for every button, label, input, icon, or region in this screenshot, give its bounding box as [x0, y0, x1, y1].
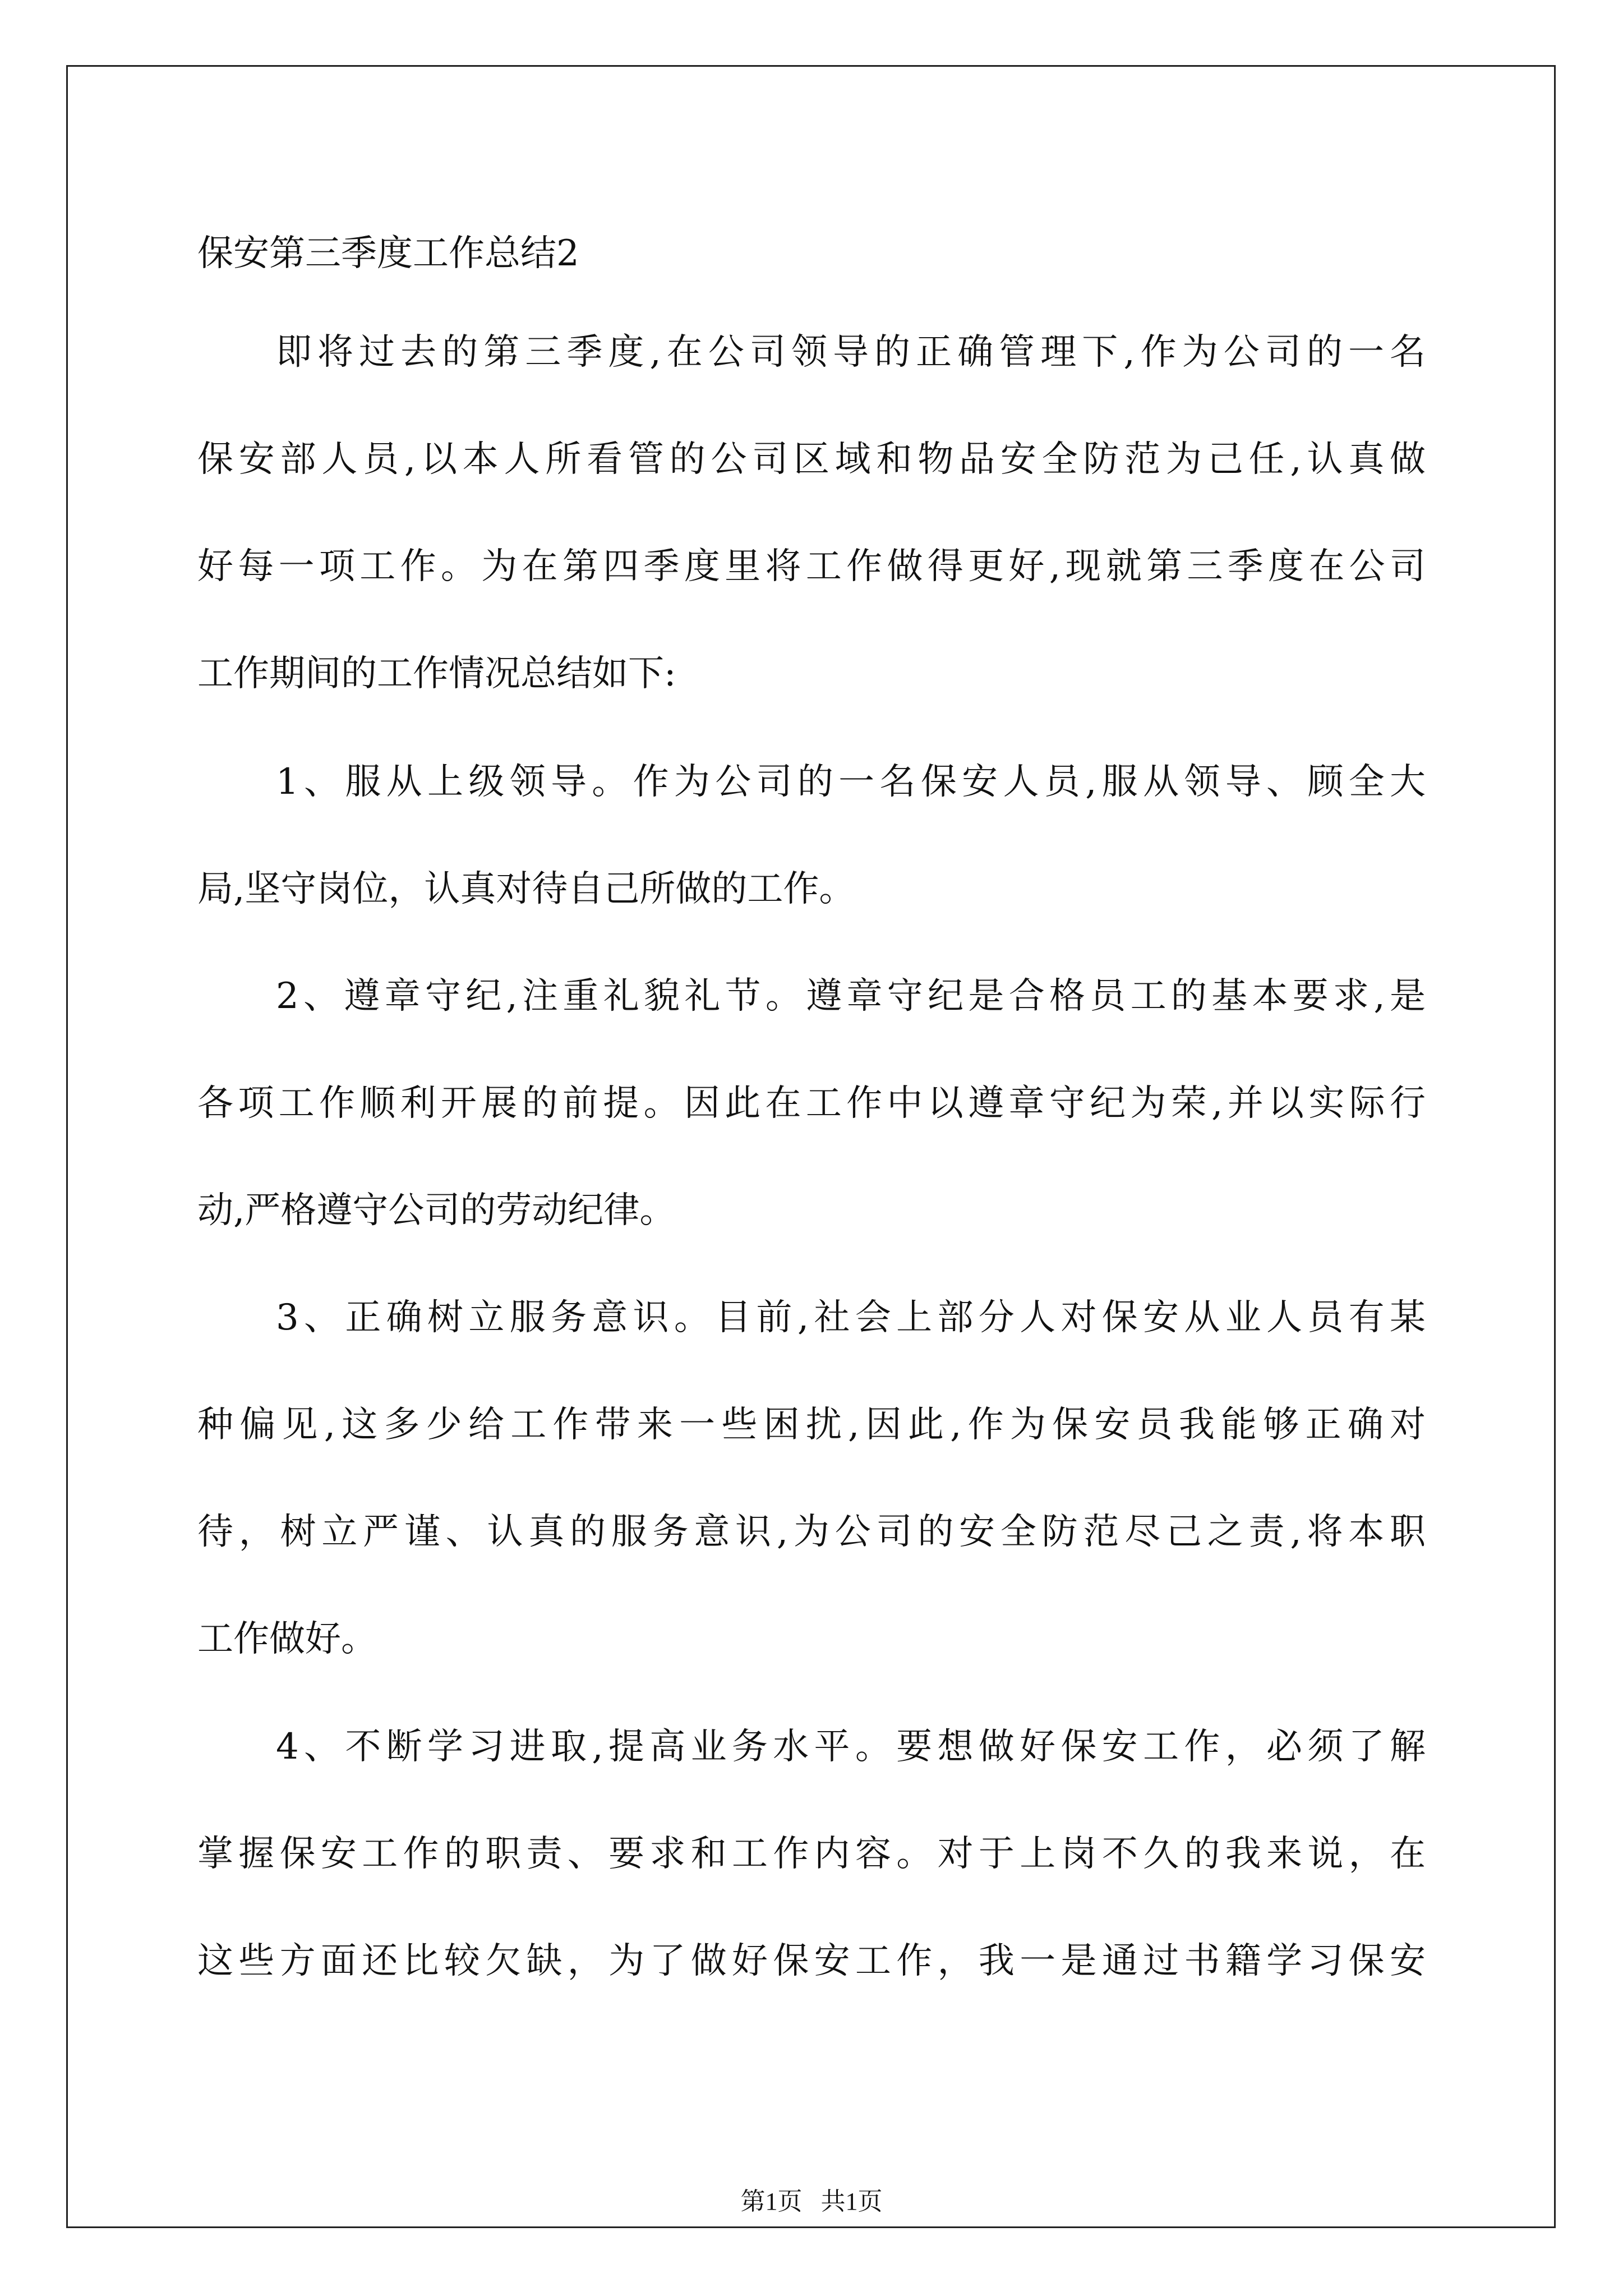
paragraph-line: 这些方面还比较欠缺，为了做好保安工作，我一是通过书籍学习保安: [197, 1940, 1426, 1982]
paragraph-line: 掌握保安工作的职责、要求和工作内容。对于上岗不久的我来说，在: [197, 1833, 1426, 1875]
paragraph-line: 1、服从上级领导。作为公司的一名保安人员,服从领导、顾全大: [276, 761, 1426, 803]
paragraph-line: 即将过去的第三季度,在公司领导的正确管理下,作为公司的一名: [276, 332, 1426, 373]
paragraph-line: 好每一项工作。为在第四季度里将工作做得更好,现就第三季度在公司: [197, 546, 1426, 587]
paragraph-line: 动,严格遵守公司的劳动纪律。: [197, 1190, 676, 1231]
paragraph-item-3: [197, 1291, 1426, 1719]
document-title: 保安第三季度工作总结2: [197, 233, 579, 274]
paragraph-item-2: [197, 969, 1426, 1291]
paragraph-line: 局,坚守岗位，认真对待自己所做的工作。: [197, 868, 855, 910]
paragraph-line: 2、遵章守纪,注重礼貌礼节。遵章守纪是合格员工的基本要求,是: [276, 976, 1426, 1017]
paragraph-item-4: [197, 1720, 1426, 2041]
paragraph-item-1: [197, 755, 1426, 969]
paragraph-line: 待，树立严谨、认真的服务意识,为公司的安全防范尽己之责,将本职: [197, 1511, 1426, 1553]
paragraph-line: 保安部人员,以本人所看管的公司区域和物品安全防范为己任,认真做: [197, 439, 1426, 480]
paragraph-intro: [197, 325, 1426, 754]
paragraph-line: 4、不断学习进取,提高业务水平。要想做好保安工作，必须了解: [276, 1726, 1426, 1768]
paragraph-line: 工作做好。: [197, 1618, 377, 1660]
page-number-footer: 第1页 共1页: [740, 2188, 883, 2215]
paragraph-line: 工作期间的工作情况总结如下:: [197, 653, 676, 694]
paragraph-line: 各项工作顺利开展的前提。因此在工作中以遵章守纪为荣,并以实际行: [197, 1083, 1426, 1124]
paragraph-line: 种偏见,这多少给工作带来一些困扰,因此,作为保安员我能够正确对: [197, 1404, 1426, 1446]
paragraph-line: 3、正确树立服务意识。目前,社会上部分人对保安从业人员有某: [276, 1297, 1426, 1338]
